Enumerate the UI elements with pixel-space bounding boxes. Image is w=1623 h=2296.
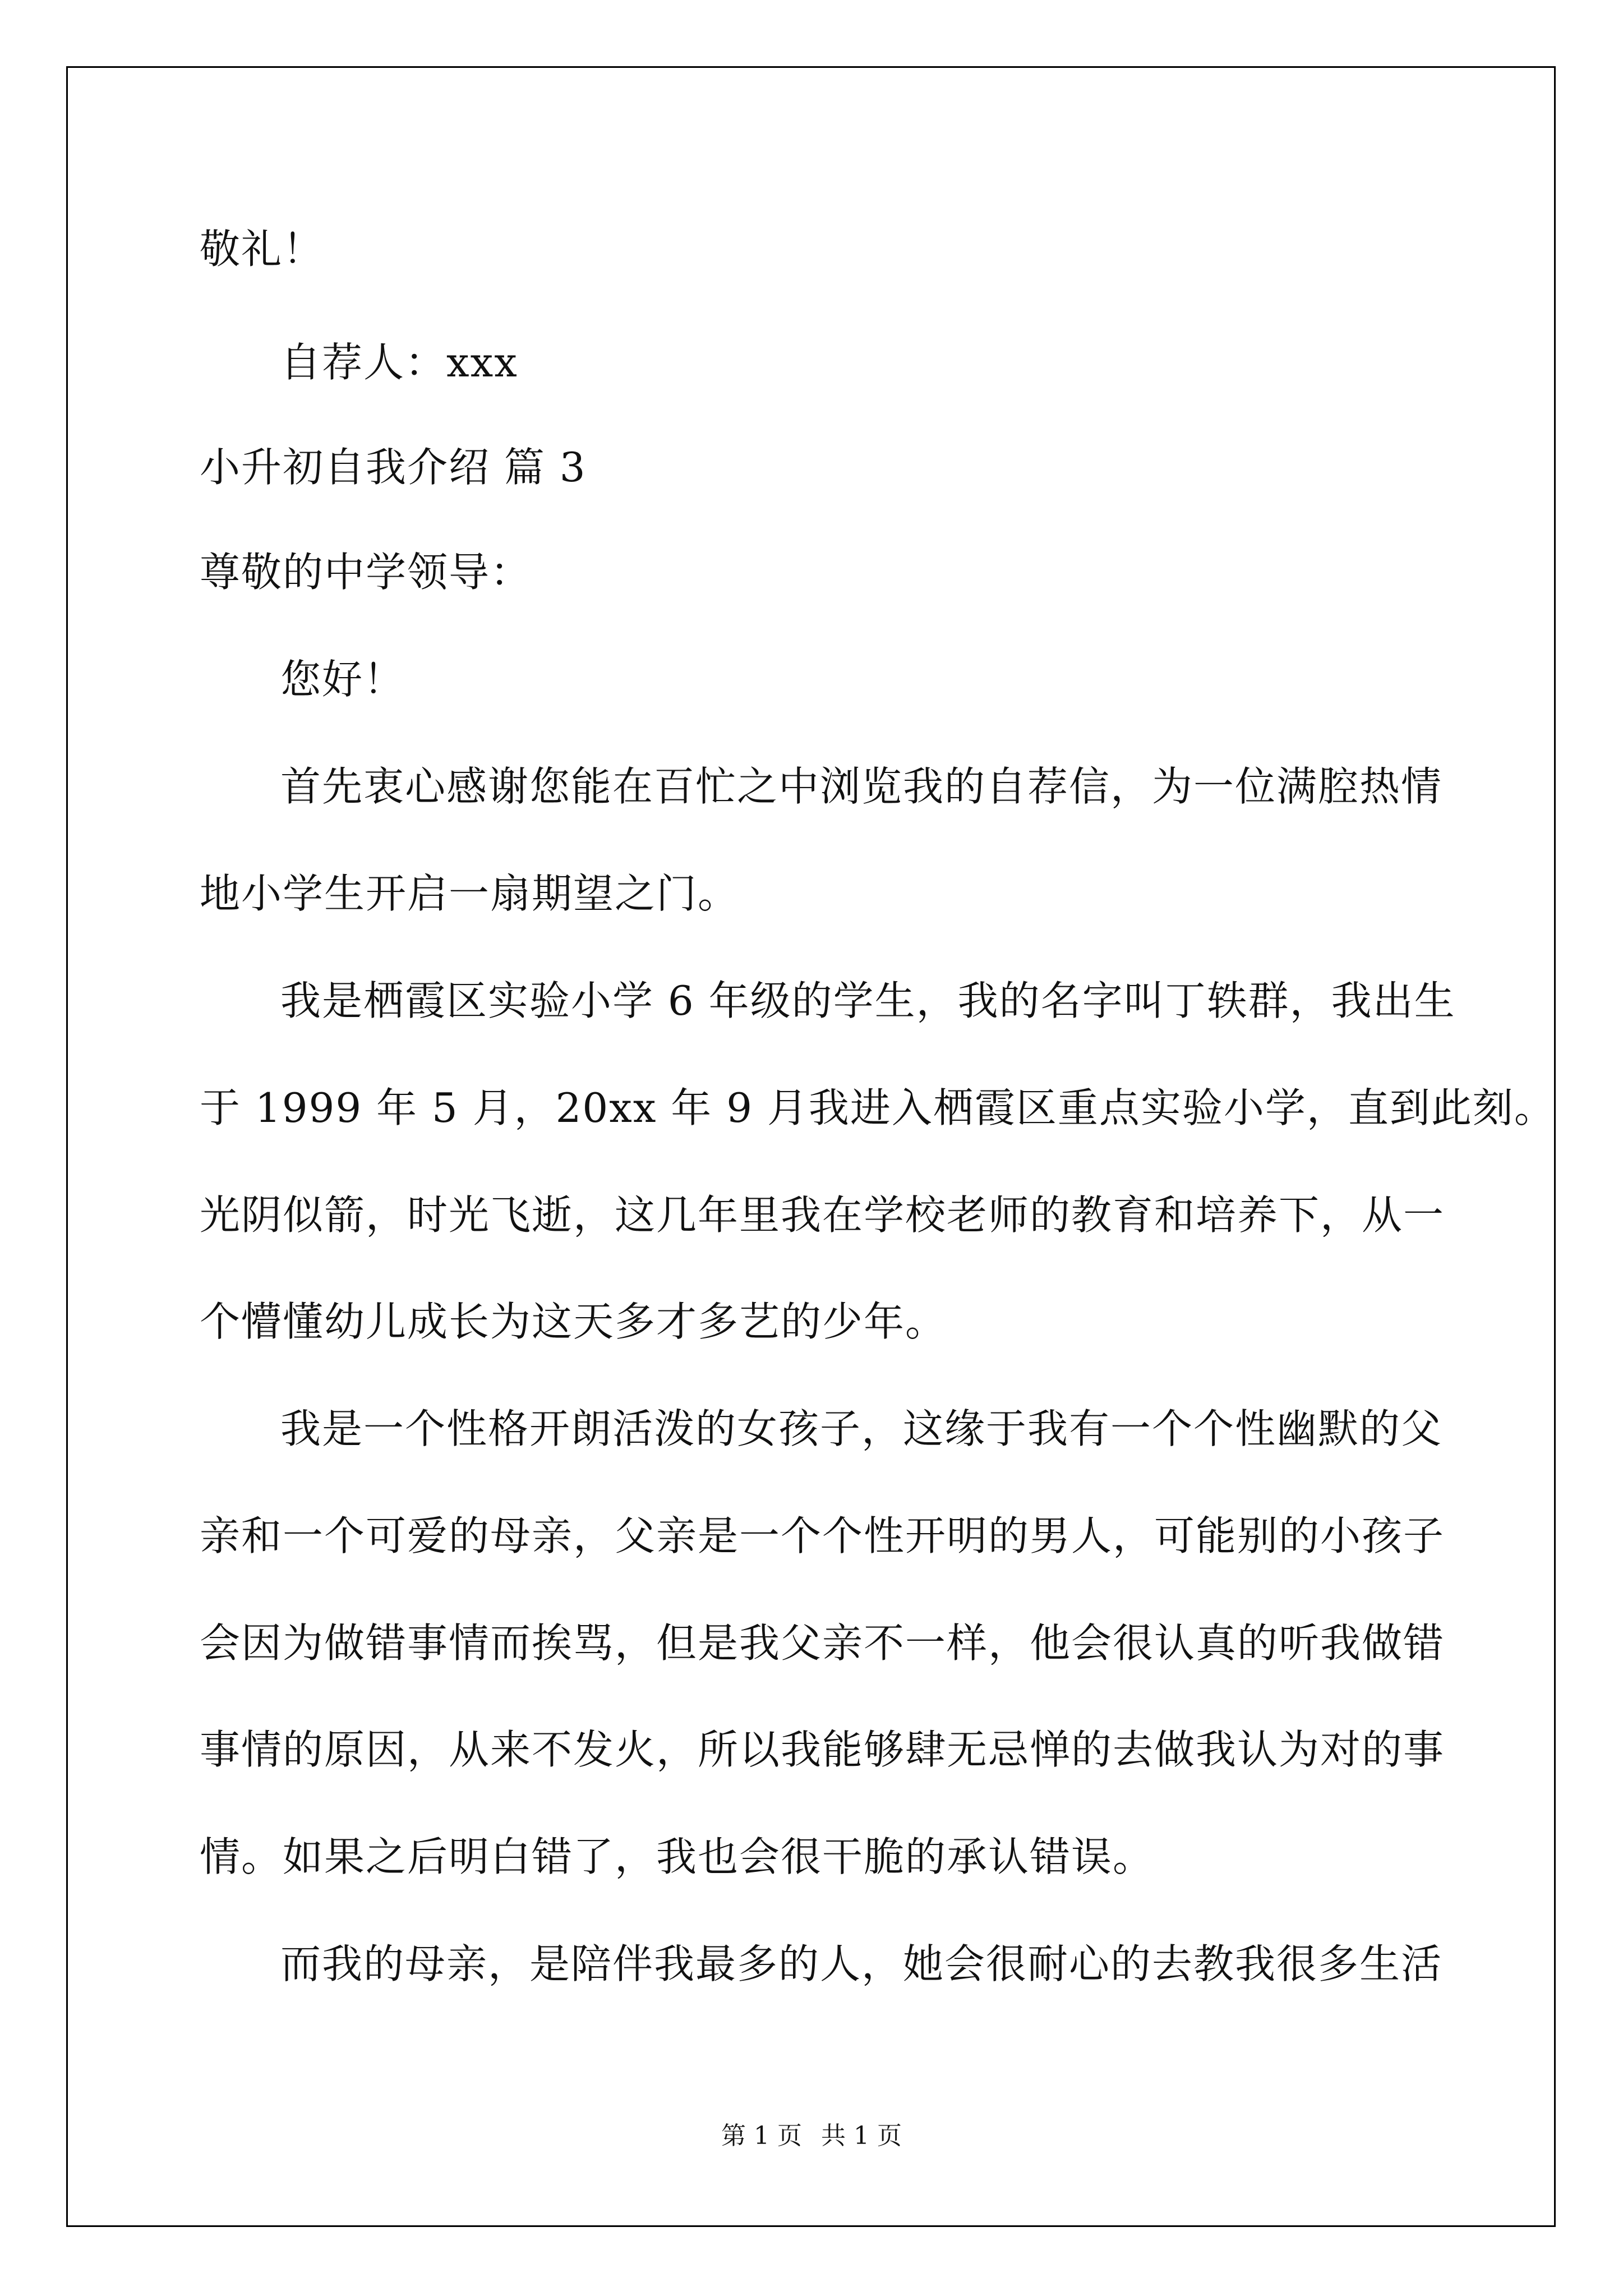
page-total: 共 1 页 — [821, 2122, 902, 2150]
paragraph-line: 而我的母亲，是陪伴我最多的人，她会很耐心的去教我很多生活 — [280, 1940, 1443, 1987]
closing-salutation: 敬礼！ — [200, 226, 325, 273]
paragraph-line: 事情的原因，从来不发火，所以我能够肆无忌惮的去做我认为对的事 — [200, 1726, 1445, 1773]
greeting-line: 尊敬的中学领导： — [200, 549, 532, 596]
paragraph-line: 地小学生开启一扇期望之门。 — [200, 870, 740, 917]
paragraph-line: 情。如果之后明白错了，我也会很干脆的承认错误。 — [200, 1833, 1155, 1880]
page-number: 第 1 页 — [721, 2122, 802, 2150]
paragraph-line: 光阴似箭，时光飞逝，这几年里我在学校老师的教育和培养下，从一 — [200, 1191, 1445, 1239]
paragraph-line: 亲和一个可爱的母亲，父亲是一个个性开明的男人，可能别的小孩子 — [200, 1512, 1445, 1559]
hello-line: 您好！ — [280, 656, 405, 703]
paragraph-line: 于 1999 年 5 月，20xx 年 9 月我进入栖霞区重点实验小学，直到此刻。 — [200, 1084, 1556, 1131]
paragraph-line: 个懵懂幼儿成长为这天多才多艺的少年。 — [200, 1298, 947, 1345]
paragraph-line: 首先衷心感谢您能在百忙之中浏览我的自荐信，为一位满腔热情 — [280, 763, 1443, 810]
page-border — [66, 66, 1556, 2227]
paragraph-line: 我是栖霞区实验小学 6 年级的学生，我的名字叫丁轶群，我出生 — [280, 977, 1456, 1024]
section-heading: 小升初自我介绍 篇 3 — [200, 444, 587, 491]
paragraph-line: 我是一个性格开朗活泼的女孩子，这缘于我有一个个性幽默的父 — [280, 1405, 1443, 1452]
paragraph-line: 会因为做错事情而挨骂，但是我父亲不一样，他会很认真的听我做错 — [200, 1619, 1445, 1667]
page-footer — [0, 2119, 1623, 2153]
signature-line: 自荐人：xxx — [280, 339, 518, 386]
